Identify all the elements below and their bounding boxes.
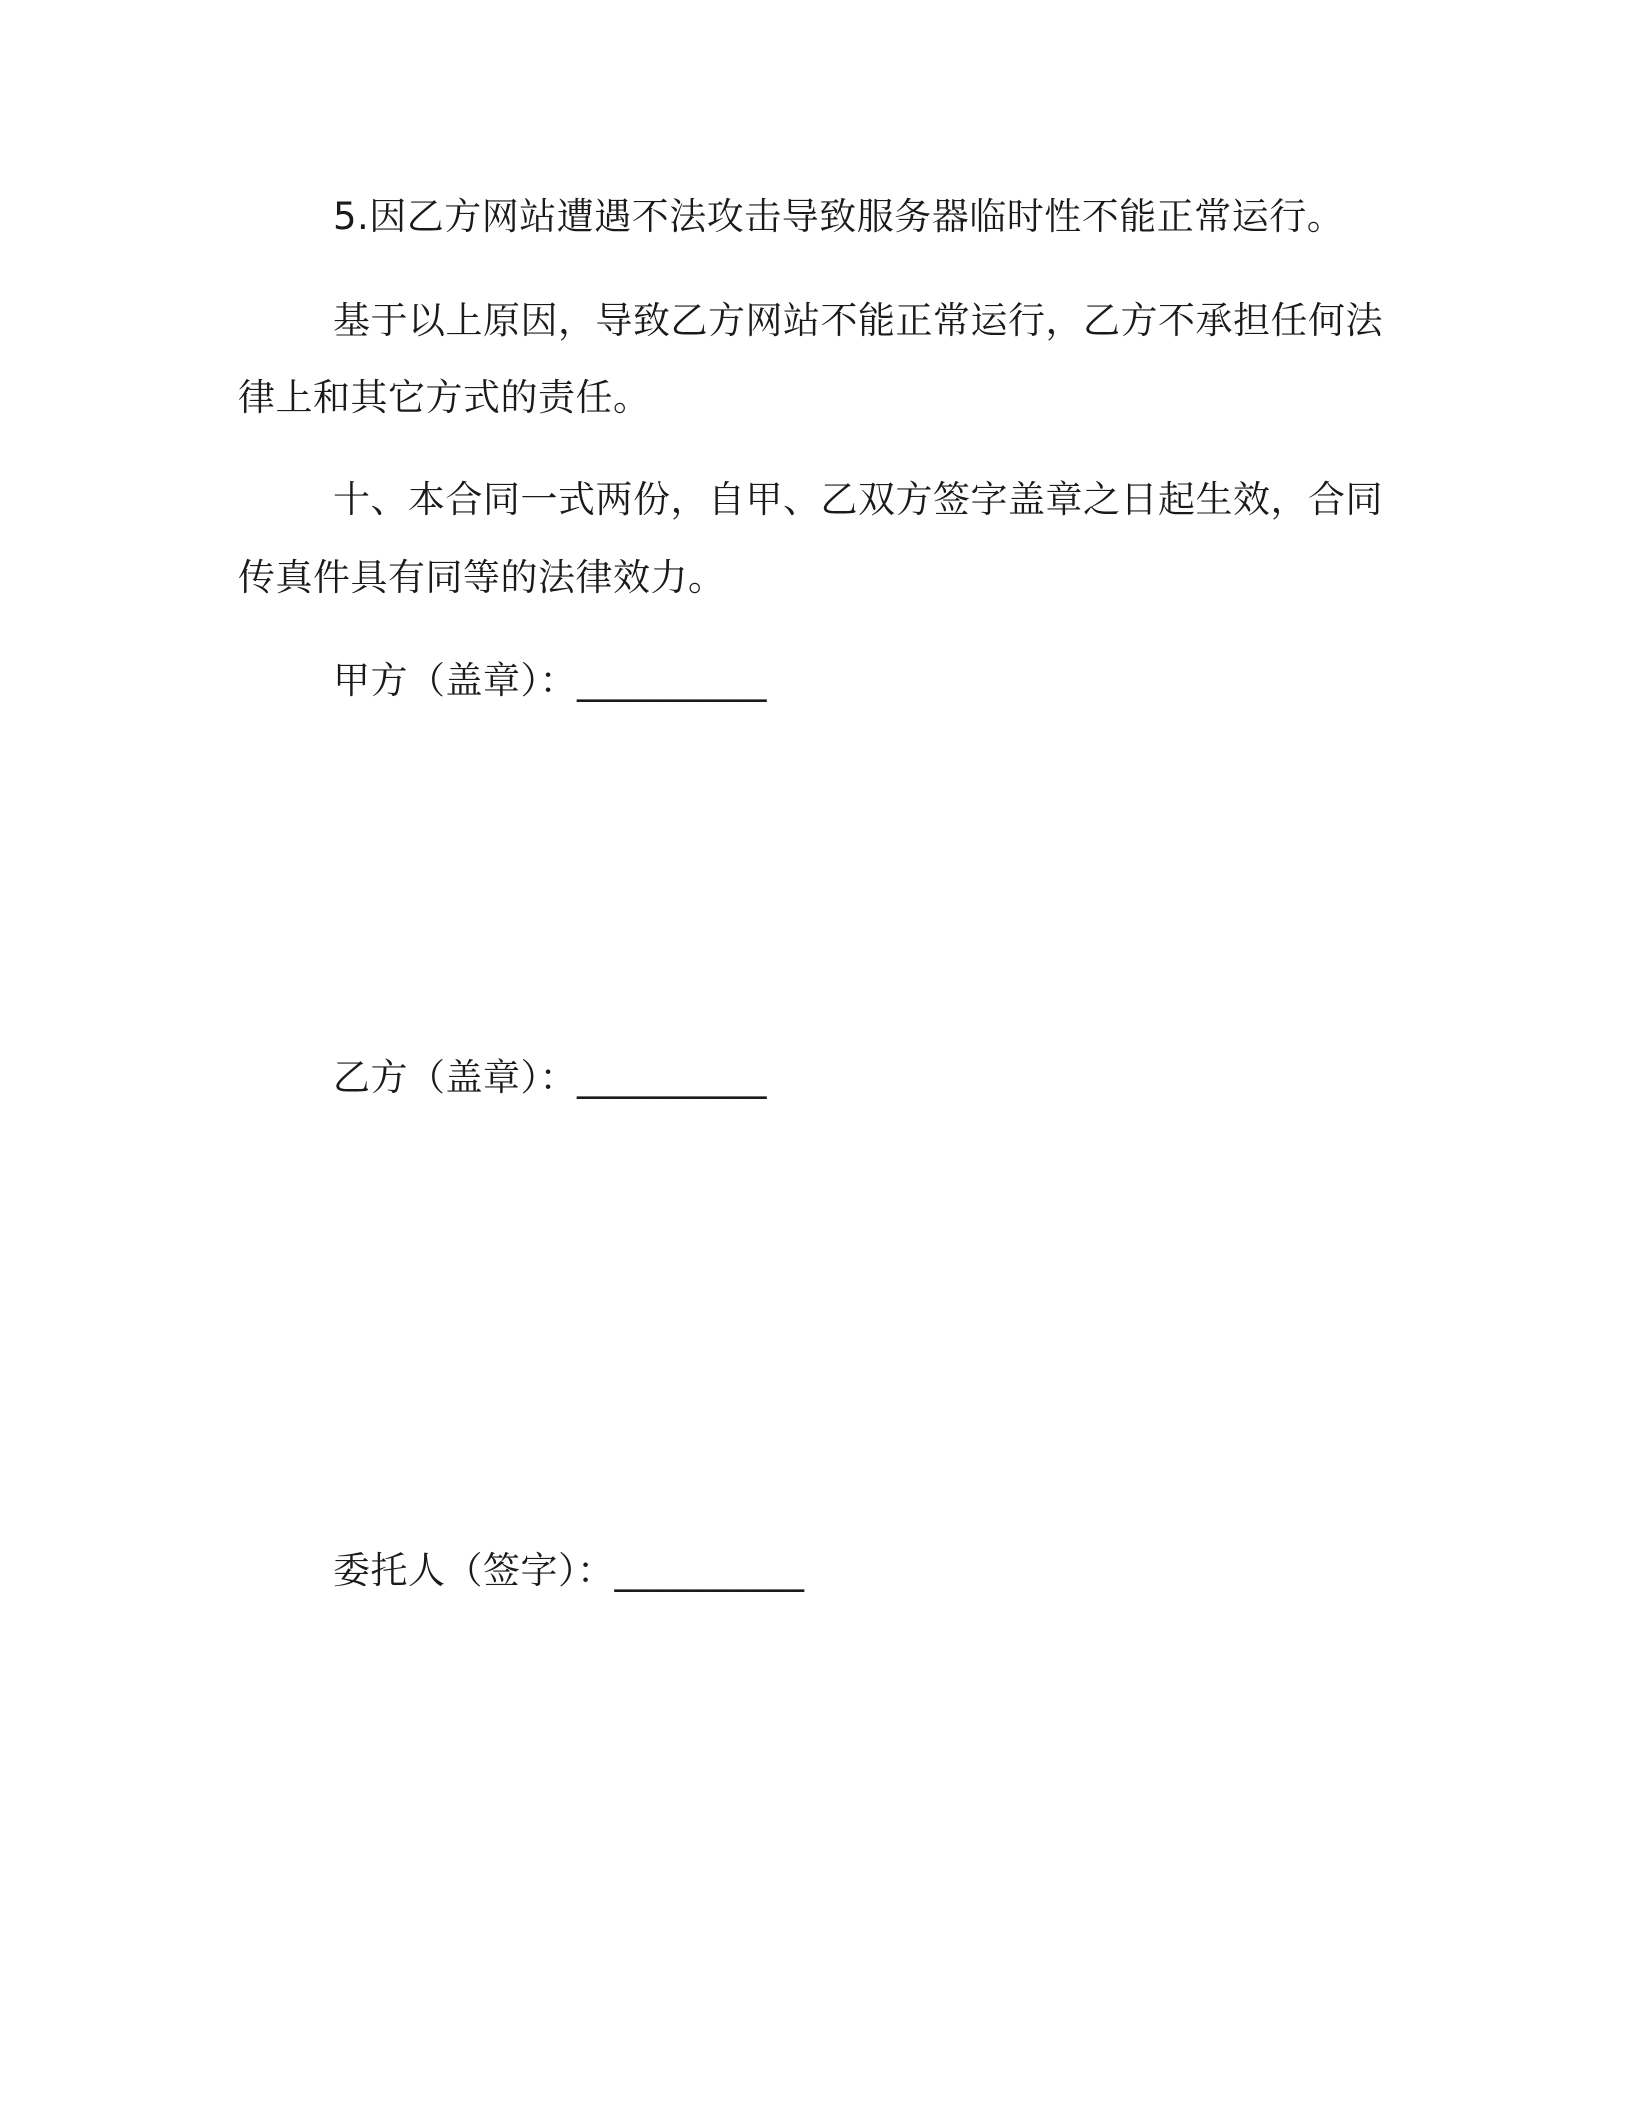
signature-party-a (333, 656, 767, 706)
paragraph-clause-5 (333, 192, 1344, 242)
paragraph-text: 传真件具有同等的法律效力。 (238, 556, 726, 599)
signature-party-b (333, 1053, 767, 1103)
paragraph-summary-line-1 (333, 296, 1383, 346)
signature-agent (333, 1546, 805, 1596)
paragraph-summary-line-2 (238, 373, 651, 423)
paragraph-clause-10-line-2 (238, 553, 726, 603)
signature-label: 委托人（签字）： (333, 1549, 615, 1592)
paragraph-text: 十、本合同一式两份，自甲、乙双方签字盖章之日起生效，合同 (333, 478, 1383, 521)
signature-blank: __________ (614, 1549, 805, 1592)
paragraph-text: 律上和其它方式的责任。 (238, 376, 651, 419)
signature-blank: __________ (577, 1056, 767, 1099)
signature-blank: __________ (577, 659, 767, 702)
paragraph-clause-10-line-1 (333, 475, 1383, 525)
paragraph-text: 5.因乙方网站遭遇不法攻击导致服务器临时性不能正常运行。 (333, 195, 1345, 238)
paragraph-text: 基于以上原因，导致乙方网站不能正常运行，乙方不承担任何法 (333, 299, 1383, 342)
signature-label: 乙方（盖章）： (333, 1056, 577, 1099)
signature-label: 甲方（盖章）： (333, 659, 577, 702)
